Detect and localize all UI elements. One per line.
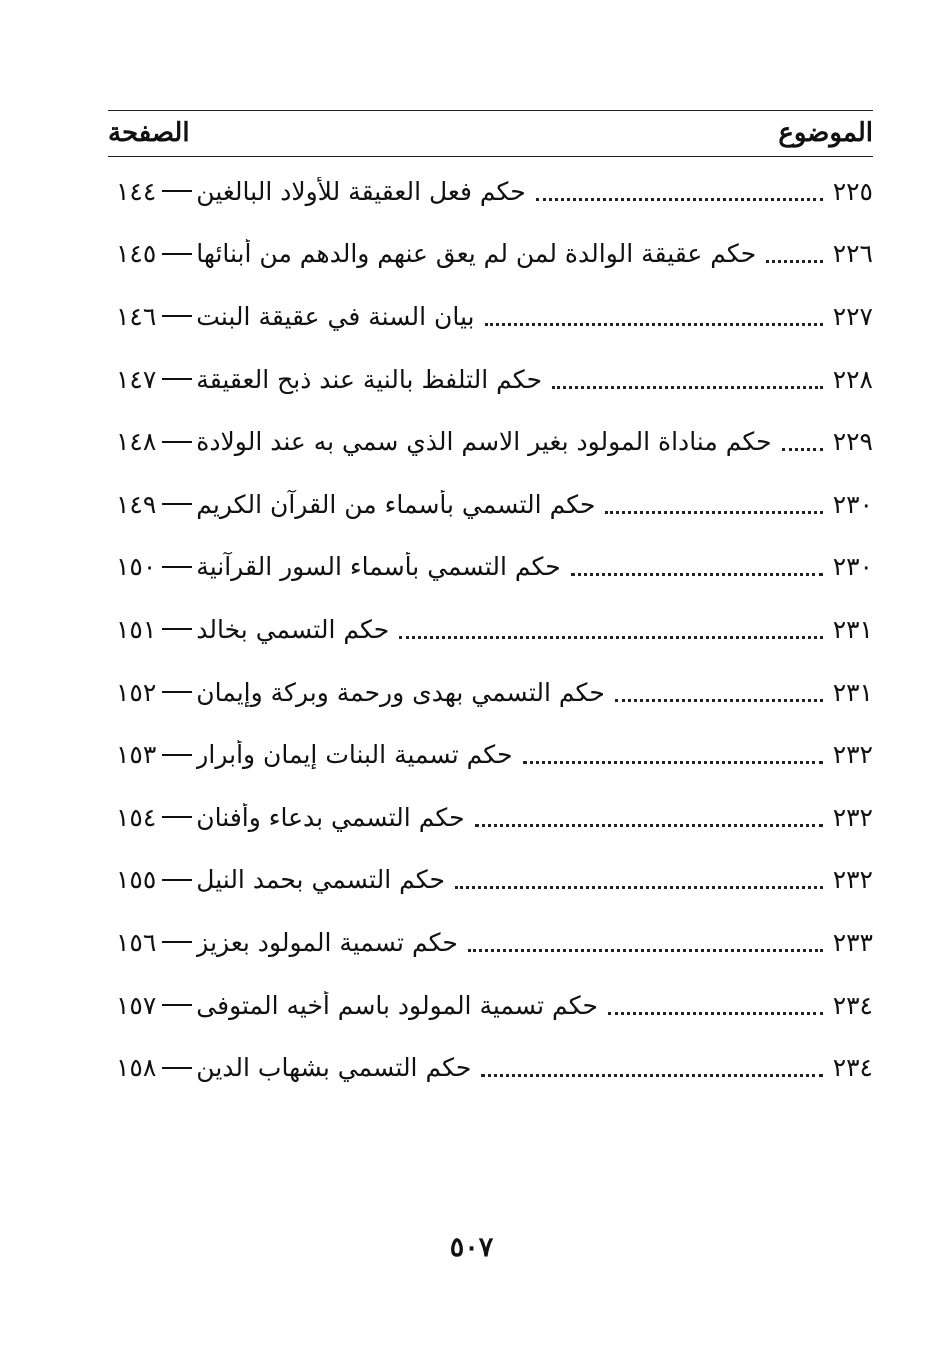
page-number: ٥٠٧	[449, 1232, 494, 1263]
entry-page-number: ٢٣٢	[832, 740, 873, 770]
entry-dash	[162, 378, 192, 380]
entry-title: حكم تسمية المولود باسم أخيه المتوفى	[196, 990, 598, 1020]
topic-column-label: الموضوع	[778, 118, 873, 148]
entry-page-number: ٢٢٧	[832, 301, 873, 331]
entry-title: حكم التسمي بهدى ورحمة وبركة وإيمان	[196, 677, 605, 707]
entry-title: حكم التسمي بخالد	[196, 614, 390, 644]
entry-number: ١٤٧	[116, 364, 157, 394]
entry-title: حكم تسمية البنات إيمان وأبرار	[196, 740, 513, 770]
dot-leader	[475, 824, 823, 827]
table-of-contents	[108, 160, 873, 1099]
dot-leader	[552, 386, 823, 389]
entry-title: بيان السنة في عقيقة البنت	[196, 301, 475, 331]
toc-entry	[108, 974, 873, 1037]
dot-leader	[605, 511, 822, 514]
dot-leader	[399, 636, 822, 639]
entry-dash	[162, 754, 192, 756]
entry-number: ١٥٥	[116, 865, 157, 895]
entry-number: ١٥١	[116, 614, 157, 644]
entry-page-number: ٢٣٠	[832, 489, 873, 519]
header-bottom-rule	[108, 156, 873, 157]
entry-title: حكم التسمي بأسماء من القرآن الكريم	[196, 489, 596, 519]
entry-title: حكم عقيقة الوالدة لمن لم يعق عنهم والدهم من أبنائها	[196, 239, 757, 269]
entry-dash	[162, 1067, 192, 1069]
entry-title: حكم التسمي بشهاب الدين	[196, 1053, 472, 1083]
dot-leader	[782, 448, 823, 451]
entry-dash	[162, 253, 192, 255]
dot-leader	[468, 949, 823, 952]
dot-leader	[571, 573, 823, 576]
entry-dash	[162, 190, 192, 192]
header-top-rule	[108, 110, 873, 111]
entry-number: ١٤٦	[116, 301, 157, 331]
dot-leader	[485, 323, 823, 326]
entry-page-number: ٢٣٠	[832, 552, 873, 582]
entry-dash	[162, 941, 192, 943]
entry-page-number: ٢٣٤	[832, 1053, 873, 1083]
entry-dash	[162, 1004, 192, 1006]
entry-number: ١٥٧	[116, 990, 157, 1020]
entry-dash	[162, 566, 192, 568]
entry-number: ١٤٥	[116, 239, 157, 269]
toc-entry	[108, 723, 873, 786]
entry-page-number: ٢٣٣	[832, 927, 873, 957]
entry-number: ١٤٤	[116, 176, 157, 206]
entry-title: حكم تسمية المولود بعزيز	[196, 927, 458, 957]
entry-page-number: ٢٢٥	[832, 176, 873, 206]
dot-leader	[481, 1074, 822, 1077]
toc-entry	[108, 160, 873, 223]
toc-entry	[108, 1036, 873, 1099]
dot-leader	[536, 198, 823, 201]
entry-page-number: ٢٣٢	[832, 802, 873, 832]
entry-dash	[162, 315, 192, 317]
entry-dash	[162, 441, 192, 443]
toc-entry	[108, 911, 873, 974]
entry-title: حكم التسمي بحمد النيل	[196, 865, 445, 895]
entry-dash	[162, 691, 192, 693]
entry-title: حكم التلفظ بالنية عند ذبح العقيقة	[196, 364, 543, 394]
toc-entry	[108, 285, 873, 348]
toc-entry	[108, 223, 873, 286]
toc-entry	[108, 661, 873, 724]
dot-leader	[766, 260, 823, 263]
entry-number: ١٤٩	[116, 489, 157, 519]
toc-header	[108, 112, 873, 154]
entry-number: ١٥٦	[116, 927, 157, 957]
entry-number: ١٥٣	[116, 740, 157, 770]
toc-entry	[108, 536, 873, 599]
entry-number: ١٥٤	[116, 802, 157, 832]
page-column-label: الصفحة	[108, 118, 190, 148]
entry-page-number: ٢٣٤	[832, 990, 873, 1020]
entry-page-number: ٢٣١	[832, 677, 873, 707]
entry-number: ١٤٨	[116, 427, 157, 457]
entry-title: حكم التسمي بدعاء وأفنان	[196, 802, 465, 832]
entry-page-number: ٢٢٦	[832, 239, 873, 269]
toc-entry	[108, 410, 873, 473]
dot-leader	[615, 699, 823, 702]
toc-entry	[108, 473, 873, 536]
entry-number: ١٥٢	[116, 677, 157, 707]
dot-leader	[608, 1012, 823, 1015]
entry-page-number: ٢٣١	[832, 614, 873, 644]
entry-page-number: ٢٢٨	[832, 364, 873, 394]
toc-entry	[108, 348, 873, 411]
dot-leader	[455, 886, 823, 889]
entry-page-number: ٢٣٢	[832, 865, 873, 895]
entry-dash	[162, 879, 192, 881]
entry-title: حكم مناداة المولود بغير الاسم الذي سمي به عند الولادة	[196, 427, 772, 457]
toc-entry	[108, 849, 873, 912]
toc-entry	[108, 786, 873, 849]
entry-page-number: ٢٢٩	[832, 427, 873, 457]
toc-entry	[108, 598, 873, 661]
entry-dash	[162, 816, 192, 818]
entry-number: ١٥٨	[116, 1053, 157, 1083]
dot-leader	[523, 761, 823, 764]
entry-title: حكم التسمي بأسماء السور القرآنية	[196, 552, 561, 582]
entry-number: ١٥٠	[116, 552, 157, 582]
entry-dash	[162, 628, 192, 630]
entry-dash	[162, 503, 192, 505]
entry-title: حكم فعل العقيقة للأولاد البالغين	[196, 176, 526, 206]
